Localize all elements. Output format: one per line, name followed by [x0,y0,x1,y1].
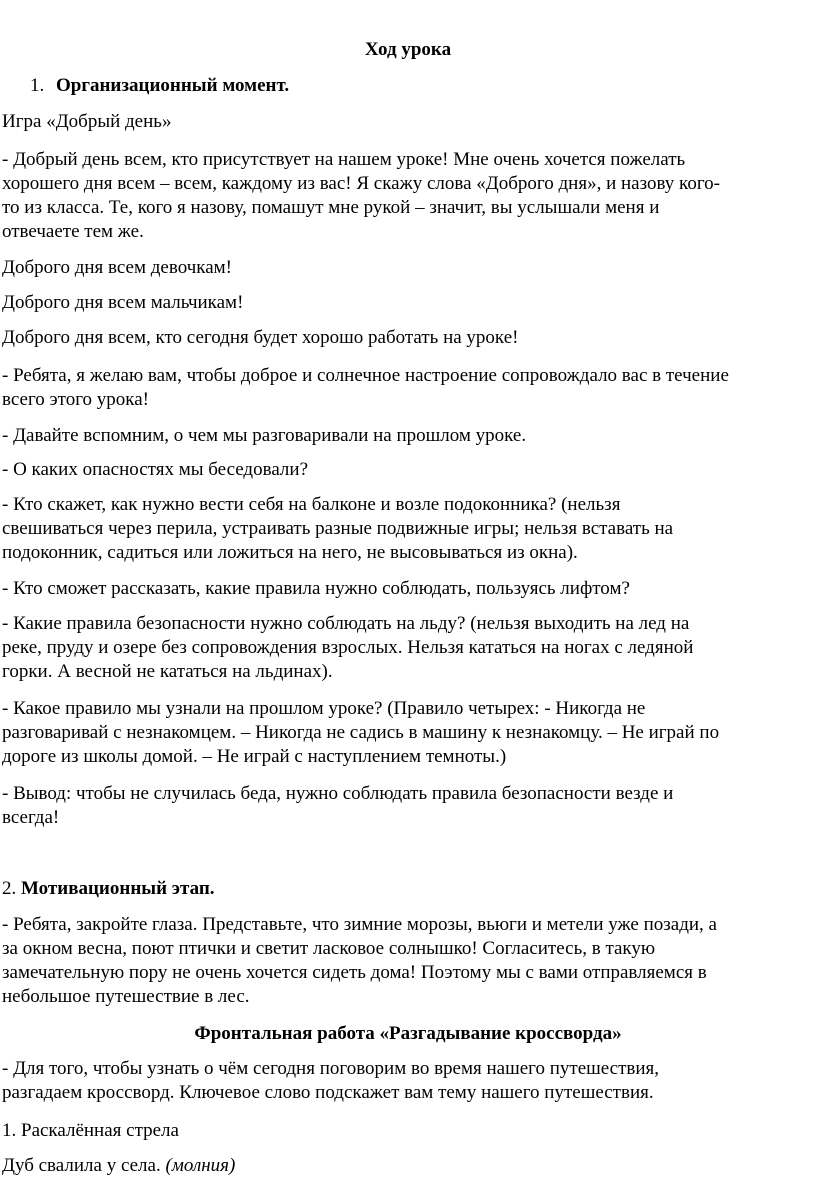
greeting-paragraph [2,148,812,244]
balcony-line-1: - Кто скажет, как нужно вести себя на балконе и возле подоконника? (нельзя [2,494,621,515]
motivation-line-3: замечательную пору не очень хочется сидеть дома! Поэтому мы с вами отправляемся в [2,962,707,983]
conclusion-paragraph [2,782,812,830]
conclusion-line-1: - Вывод: чтобы не случилась беда, нужно соблюдать правила безопасности везде и [2,783,674,804]
riddle-1-line-2 [2,1154,812,1178]
elevator-question: - Кто сможет рассказать, какие правила нужно соблюдать, пользуясь лифтом? [2,578,630,599]
motivation-paragraph [2,913,812,1009]
greeting-line-1: - Добрый день всем, кто присутствует на нашем уроке! Мне очень хочется пожелать [2,149,686,170]
section-1-heading [30,74,289,98]
crossword-line-1: - Для того, чтобы узнать о чём сегодня поговорим во время нашего путешествия, [2,1058,660,1079]
conclusion-line-2: всегда! [2,807,60,828]
motivation-line-4: небольшое путешествие в лес. [2,986,250,1007]
ice-line-2: реке, пруду и озере без сопровождения взрослых. Нельзя кататься на ногах с ледяной [2,637,694,658]
frontal-work-title: Фронтальная работа «Разгадывание кроссворда» [194,1023,622,1044]
motivation-line-2: за окном весна, поют птички и светит ласковое солнышко! Согласитесь, в такую [2,938,656,959]
balcony-line-2: свешиваться через перила, устраивать разные подвижные игры; нельзя вставать на [2,518,674,539]
crossword-paragraph [2,1057,812,1105]
greeting-line-2: хорошего дня всем – всем, каждому из вас! Я скажу слова «Доброго дня», и назову кого- [2,173,720,194]
greeting-girls: Доброго дня всем девочкам! [2,257,232,278]
section-1-title: Организационный момент. [56,75,290,96]
riddle-1-text: Дуб свалила у села. [2,1155,166,1176]
crossword-line-2: разгадаем кроссворд. Ключевое слово подскажет вам тему нашего путешествия. [2,1082,654,1103]
rule-line-2: разговаривай с незнакомцем. – Никогда не садись в машину к незнакомцу. – Не играй по [2,722,720,743]
section-2-heading [2,877,215,901]
lesson-title: Ход урока [364,39,452,60]
greeting-line-3: то из класса. Те, кого я назову, помашут мне рукой – значит, вы услышали меня и [2,197,660,218]
motivation-line-1: - Ребята, закройте глаза. Представьте, что зимние морозы, вьюги и метели уже позади, а [2,914,717,935]
section-2-title: Мотивационный этап. [21,878,215,899]
riddle-1-answer: (молния) [165,1155,236,1176]
section-1-number: 1. [30,75,45,96]
wish-line-2: всего этого урока! [2,389,150,410]
wish-paragraph [2,364,812,412]
balcony-paragraph [2,493,812,565]
ice-line-1: - Какие правила безопасности нужно соблюдать на льду? (нельзя выходить на лед на [2,613,690,634]
rule-line-3: дороге из школы домой. – Не играй с наступлением темноты.) [2,746,507,767]
wish-line-1: - Ребята, я желаю вам, чтобы доброе и солнечное настроение сопровождало вас в течение [2,365,729,386]
recall-question: - Давайте вспомним, о чем мы разговаривали на прошлом уроке. [2,425,527,446]
section-2-number: 2. [2,878,17,899]
rule-line-1: - Какое правило мы узнали на прошлом уроке? (Правило четырех: - Никогда не [2,698,646,719]
balcony-line-3: подоконник, садиться или ложиться на него, не высовываться из окна). [2,542,578,563]
greeting-line-4: отвечаете тем же. [2,221,144,242]
ice-paragraph [2,612,812,684]
dangers-question: - О каких опасностях мы беседовали? [2,459,309,480]
ice-line-3: горки. А весной не кататься на льдинах). [2,661,333,682]
rule-paragraph [2,697,812,769]
greeting-boys: Доброго дня всем мальчикам! [2,292,244,313]
riddle-1-line-1: 1. Раскалённая стрела [2,1120,179,1141]
greeting-workers: Доброго дня всем, кто сегодня будет хорошо работать на уроке! [2,327,519,348]
game-title: Игра «Добрый день» [2,111,172,132]
